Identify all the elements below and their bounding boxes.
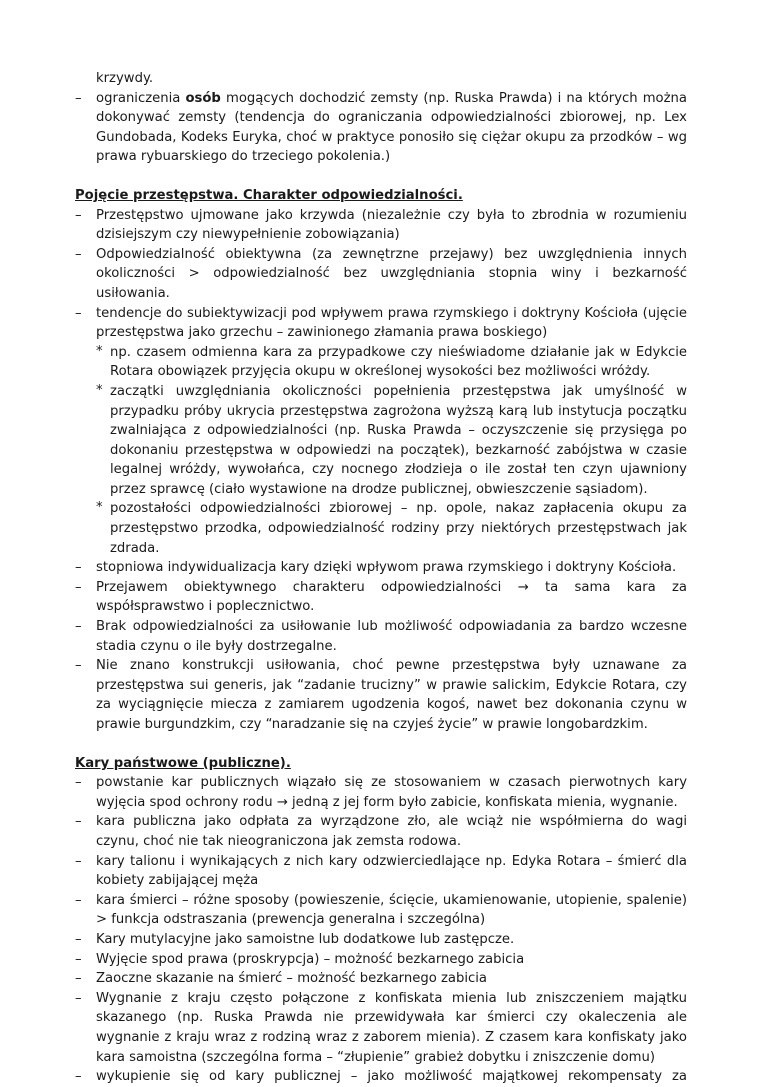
list-item: [75, 89, 687, 167]
list-item: [75, 656, 687, 734]
list-item: [75, 578, 687, 617]
dash-bullet-icon: –: [75, 971, 82, 987]
dash-bullet-icon: –: [75, 892, 82, 908]
asterisk-bullet-icon: *: [96, 382, 103, 398]
list-item-text: kara śmierci – różne sposoby (powieszenie, ścięcie, ukamienowanie, utopienie, spalenie) > funkcja odstraszania (prewencja generalna i szczególna): [96, 892, 687, 928]
list-item: [75, 930, 687, 950]
bold-text: osób: [185, 90, 221, 106]
list-item: [75, 812, 687, 851]
list-item-text: Kary mutylacyjne jako samoistne lub dodatkowe lub zastępcze.: [96, 931, 515, 947]
list-item-text: Wyjęcie spod prawa (proskrypcja) – możność bezkarnego zabicia: [96, 951, 525, 967]
sub-list-item-text: np. czasem odmienna kara za przypadkowe czy nieświadome działanie jak w Edykcie Rotara obowiązek przyjęcia okupu w określonej wysokości bez możliwości wróżdy.: [110, 344, 687, 380]
section-heading: Kary państwowe (publiczne).: [75, 755, 291, 771]
list-item-text: powstanie kar publicznych wiązało się ze stosowaniem w czasach pierwotnych kary wyjęcia spod ochrony rodu → jedną z jej form było zabicie, konfiskata mienia, wygnanie.: [96, 775, 687, 810]
dash-bullet-icon: –: [75, 951, 82, 967]
dash-bullet-icon: –: [75, 931, 82, 947]
list-item: [75, 617, 687, 656]
list-item-text: Wygnanie z kraju często połączone z konfiskata mienia lub zniszczeniem majątku skazanego (np. Ruska Prawda nie przewidywała kar śmierci czy okaleczenia ale wygnanie z kraju wraz z rodziną wraz z zaborem mienia). Z czasem kara konfiskaty jako kara samoistna (szczególna forma – “złupienie” grabież dobytku i zniszczenie domu): [96, 990, 687, 1065]
list-item-text: Brak odpowiedzialności za usiłowanie lub możliwość odpowiadania za bardzo wczesne stadia czynu o ile były dostrzegalne.: [96, 619, 687, 654]
list-item: [75, 969, 687, 989]
list-item: [75, 989, 687, 1067]
document-body: [75, 69, 687, 1087]
dash-bullet-icon: –: [75, 560, 82, 576]
dash-bullet-icon: –: [75, 775, 82, 791]
list-item: [75, 852, 687, 891]
dash-bullet-icon: –: [75, 619, 82, 635]
list-item: [75, 950, 687, 970]
dash-bullet-icon: –: [75, 1069, 82, 1085]
continuation-text: [75, 69, 687, 89]
dash-bullet-icon: –: [75, 990, 82, 1006]
sub-list-item: [75, 343, 687, 382]
list-item-text: kary talionu i wynikających z nich kary odzwierciedlające np. Edyka Rotara – śmierć dla kobiety zabijającej męża: [96, 853, 687, 889]
list-item-text: Nie znano konstrukcji usiłowania, choć pewne przestępstwa były uznawane za przestępstwa sui generis, jak “zadanie trucizny” w prawie salickim, Edykcie Rotara, czy za wyciągnięcie miecza z zamiarem ugodzenia kogoś, nawet bez dokonania czynu w prawie burgundzkim, czy “naradzanie się na czyjeś życie” w prawie longobardzkim.: [96, 658, 687, 732]
paragraph-text: mogących dochodzić zemsty (np. Ruska Prawda) i na których można dokonywać zemsty (tendencja do ograniczania odpowiedzialności zbiorowej, np. Lex Gundobada, Kodeks Euryka, choć w praktyce ponosiło się ciężar okupu za przodków – wg prawa rybuarskiego do trzeciego pokolenia.): [96, 90, 687, 165]
list-item: [75, 245, 687, 304]
list-item-text: Odpowiedzialność obiektywna (za zewnętrzne przejawy) bez uwzględnienia innych okoliczności > odpowiedzialność bez uwzględniania stopnia winy i bezkarność usiłowania.: [96, 246, 687, 301]
dash-bullet-icon: –: [75, 658, 82, 674]
list-item: [75, 773, 687, 812]
paragraph-text: ograniczenia: [96, 90, 186, 106]
list-item: [75, 206, 687, 245]
dash-bullet-icon: –: [75, 853, 82, 869]
asterisk-bullet-icon: *: [96, 500, 103, 516]
sub-list-item: [75, 382, 687, 500]
list-item: [75, 558, 687, 578]
sub-list-item-text: pozostałości odpowiedzialności zbiorowej – np. opole, nakaz zapłacenia okupu za przestępstwo przodka, odpowiedzialność rodziny przy niektórych przestępstwach jak zdrada.: [110, 501, 687, 556]
dash-bullet-icon: –: [75, 579, 82, 595]
asterisk-bullet-icon: *: [96, 343, 103, 359]
dash-bullet-icon: –: [75, 305, 82, 321]
sub-list-item: [75, 499, 687, 558]
list-item-text: tendencje do subiektywizacji pod wpływem prawa rzymskiego i doktryny Kościoła (ujęcie przestępstwa jako grzechu – zawinionego złamania prawa boskiego): [96, 305, 687, 341]
list-item-text: wykupienie się od kary publicznej – jako możliwość majątkowej rekompensaty za: [96, 1069, 687, 1085]
list-item-text: Zaoczne skazanie na śmierć – możność bezkarnego zabicia: [96, 971, 487, 987]
paragraph-text: krzywdy.: [96, 71, 154, 86]
list-item-text: stopniowa indywidualizacja kary dzięki wpływom prawa rzymskiego i doktryny Kościoła.: [96, 560, 677, 576]
list-item: [75, 1067, 687, 1087]
dash-bullet-icon: –: [75, 90, 82, 106]
list-item: [75, 304, 687, 343]
section-heading: Pojęcie przestępstwa. Charakter odpowiedzialności.: [75, 187, 463, 203]
list-item-text: kara publiczna jako odpłata za wyrządzone zło, ale wciąż nie współmierna do wagi czynu, choć nie tak nieograniczona jak zemsta rodowa.: [96, 814, 687, 849]
dash-bullet-icon: –: [75, 814, 82, 830]
dash-bullet-icon: –: [75, 207, 82, 223]
list-item-text: Przestępstwo ujmowane jako krzywda (niezależnie czy była to zbrodnia w rozumieniu dzisiejszym czy niewypełnienie zobowiązania): [96, 207, 687, 243]
sub-list-item-text: zaczątki uwzględniania okoliczności popełnienia przestępstwa jak umyślność w przypadku próby ukrycia przestępstwa zagrożona wyższą karą lub instytucja początku zwalniająca z odpowiedzialności (np. Ruska Prawda – oczyszczenie się przysięga po dokonaniu przestępstwa w odpowiedzi na początek), bezkarność zabójstwa w czasie legalnej wróżdy, wywołańca, czy nocnego złodzieja o ile został ten czyn ujawniony przez sprawcę (ciało wystawione na drodze publicznej, obwieszczenie sąsiadom).: [110, 383, 687, 497]
dash-bullet-icon: –: [75, 246, 82, 262]
list-item-text: Przejawem obiektywnego charakteru odpowiedzialności → ta sama kara za współsprawstwo i poplecznictwo.: [96, 579, 687, 615]
list-item: [75, 891, 687, 930]
